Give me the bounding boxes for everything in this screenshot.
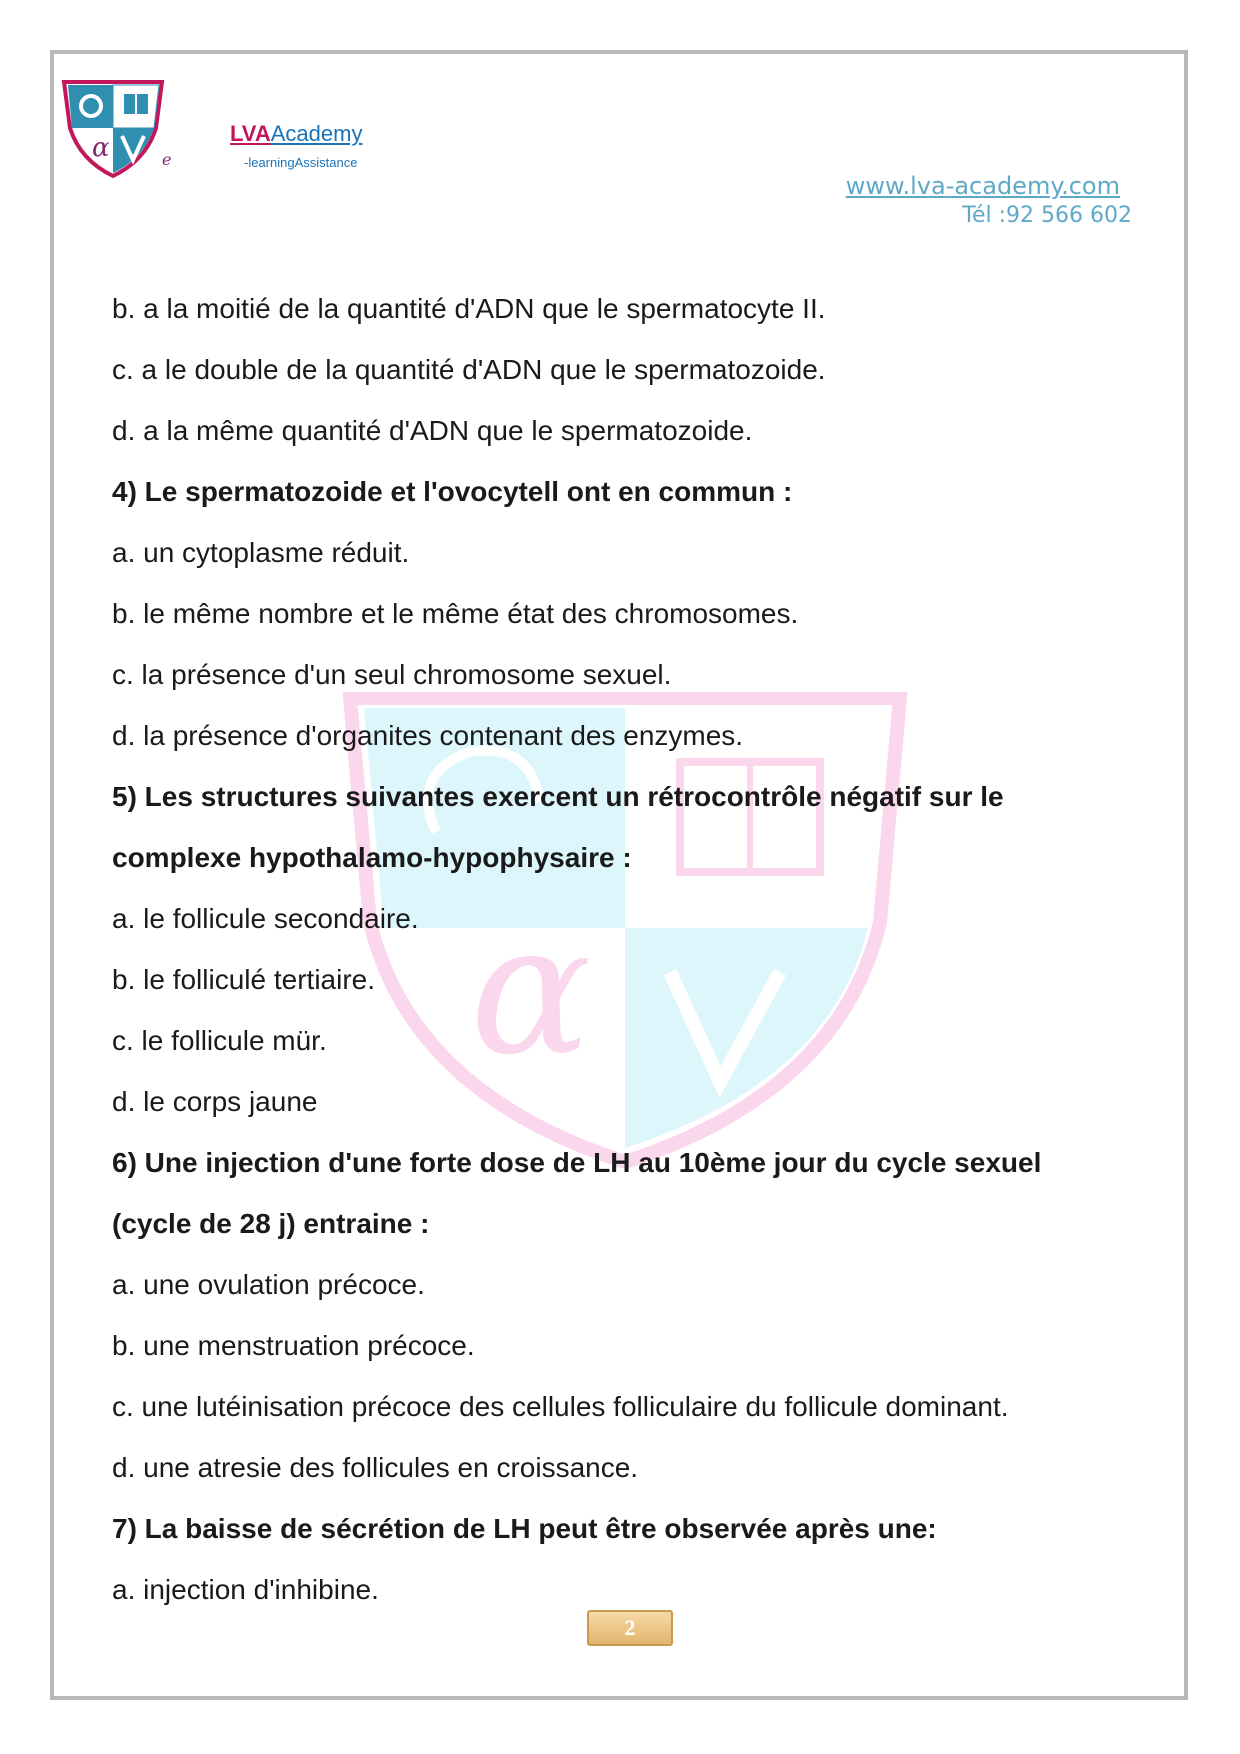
- document-body: [112, 278, 1132, 1620]
- brand-tagline: -learningAssistance: [244, 155, 358, 170]
- page-number-badge: 2: [587, 1610, 673, 1646]
- logo-e: e: [162, 150, 172, 169]
- website-link[interactable]: www.lva-academy.com: [845, 172, 1120, 200]
- svg-text:α: α: [92, 133, 110, 163]
- question-line: 6) Une injection d'une forte dose de LH au 10ème jour du cycle sexuel: [112, 1147, 1042, 1178]
- answer-option: d. une atresie des follicules en croissance.: [112, 1452, 639, 1483]
- answer-option: d. a la même quantité d'ADN que le spermatozoide.: [112, 415, 753, 446]
- answer-option: b. une menstruation précoce.: [112, 1330, 475, 1361]
- answer-option: a. un cytoplasme réduit.: [112, 537, 410, 568]
- brand-academy: Academy: [270, 121, 363, 146]
- question-line: 4) Le spermatozoide et l'ovocytell ont en commun :: [112, 476, 793, 507]
- answer-option: a. une ovulation précoce.: [112, 1269, 425, 1300]
- phone-number: Tél :92 566 602: [962, 203, 1132, 228]
- answer-option: c. a le double de la quantité d'ADN que le spermatozoide.: [112, 354, 826, 385]
- answer-option: b. le folliculé tertiaire.: [112, 964, 376, 995]
- svg-text:α: α: [470, 886, 592, 1095]
- brand-name: [230, 121, 362, 147]
- question-line: 5) Les structures suivantes exercent un rétrocontrôle négatif sur le: [112, 781, 1004, 812]
- answer-option: c. une lutéinisation précoce des cellules folliculaire du follicule dominant.: [112, 1391, 1009, 1422]
- answer-option: d. le corps jaune: [112, 1086, 318, 1117]
- question-line: 7) La baisse de sécrétion de LH peut être observée après une:: [112, 1513, 937, 1544]
- answer-option: b. le même nombre et le même état des chromosomes.: [112, 598, 799, 629]
- question-line: complexe hypothalamo-hypophysaire :: [112, 842, 632, 873]
- brand-lva: LVA: [230, 121, 271, 146]
- answer-option: a. injection d'inhibine.: [112, 1574, 379, 1605]
- answer-option: c. la présence d'un seul chromosome sexuel.: [112, 659, 672, 690]
- question-line: (cycle de 28 j) entraine :: [112, 1208, 430, 1239]
- answer-option: c. le follicule mür.: [112, 1025, 327, 1056]
- answer-option: a. le follicule secondaire.: [112, 903, 419, 934]
- answer-option: d. la présence d'organites contenant des enzymes.: [112, 720, 744, 751]
- answer-option: b. a la moitié de la quantité d'ADN que le spermatocyte II.: [112, 293, 826, 324]
- lva-logo-shield-icon: [58, 78, 168, 178]
